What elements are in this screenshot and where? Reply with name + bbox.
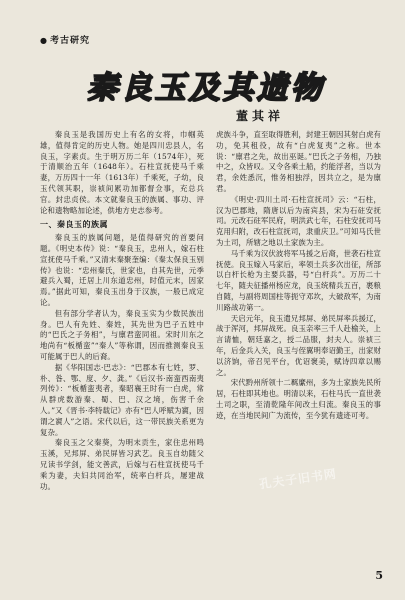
body-paragraph: 《明史·四川土司·石柱宣抚司》云：“石柱，汉为巴郡地，隋唐以后为南宾县，宋为石砫安抚司。元改石砫军民府，明洪武七年，石柱安抚司马克用归附，改石柱宣抚司，隶重庆卫。”可知马氏世为土司，所辖之地以土家族为主。 [216,194,381,247]
intro-paragraph: 秦良玉是我国历史上有名的女将，巾帼英雄，值得肯定的历史人物。她是四川忠县人，名良玉，字素贞。生于明万历二年（1574年），死于清顺治五年（1648年）。石柱宣抚使马千乘妻，万历四十一年（1613年）千乘死，子幼，良玉代领其职，崇祯间累功加都督佥事，充总兵官。封忠贞侯。本文就秦良玉的族属、事功、评论和遗物略加论述，供地方史志参考。 [40,130,204,215]
body-paragraph: 宋代黔州所领十二羁縻州，多为土家族先民所居，石柱即其地也。明清以来，石柱马氏一直世袭土司之职，至清乾隆年间改土归流。秦良玉的事迹，在当地民间广为流传，至今犹有遗迹可考。 [216,378,381,420]
section-tag [40,33,90,46]
article-title: 秦良玉及其遗物 [86,70,325,106]
body-paragraph: 但有部分学者认为，秦良玉实为少数民族出身。巴人有先姓、秦姓，其先世为巴子五姓中的“巴氏之子务相”，与廪君蛮同祖。宋时川东之地尚有“板楯蛮”“秦人”等称谓，因而推测秦良玉可能属于巴人的后裔。 [40,308,204,361]
body-paragraph: 秦良玉之父秦葵，为明末贡生，家住忠州鸣玉溪，兄邦屏、弟民屏皆习武艺。良玉自幼随父兄读书学剑，能文善武，后嫁与石柱宣抚使马千乘为妻，夫妇共同治军，统率白杆兵，屡建战功。 [40,438,204,491]
author-name: 董其祥 [236,109,285,123]
section-label: 考古研究 [49,36,90,46]
body-paragraph: 据《华阳国志·巴志》：“巴郡本有七姓，罗、朴、昝、鄂、度、夕、龚。”《后汉书·南蛮西南夷列传》：“板楯蛮夷者，秦昭襄王时有一白虎，常从群虎数游秦、蜀、巴、汉之境，伤害千余人。”又《晋书·李特载记》亦有“巴人呼赋为賨，因谓之賨人”之语。宋代以后，这一带民族关系更为复杂。 [40,362,204,437]
body-paragraph: 马千乘为汉伏波将军马援之后裔，世袭石柱宣抚使。良玉嫁入马家后，率领土兵多次出征，所部以白杆长枪为主要兵器，号“白杆兵”。万历二十七年，随夫征播州杨应龙，良玉统精兵五百，裹粮自随，与副将周国柱等扼守邓坎，大破敌军，为南川路战功第一。 [216,248,381,312]
left-column [40,130,204,492]
bullet-icon: ● [40,35,48,45]
body-paragraph: 秦良玉的族属问题，是值得研究的首要问题。《明史本传》说：“秦良玉，忠州人，嫁石柱宣抚使马千乘。”又清末秦聚奎编：《秦太保良玉别传》也说：“忠州秦氏，世家也，自其先世，元季避兵入蜀，迁居上川东道忠州，时值元末，因家焉。”据此可知，秦良玉出身于汉族，一般已成定论。 [40,233,204,307]
body-paragraph: 虎族斗争，直至取得胜利，封建王朝因其射白虎有功，免其租役，故有“白虎复夷”之称。世本说：“廪君之先，故出巫诞。”巴氏之子务相，乃独中之，众皆叹。又令各乘土船，约能浮者，当以为君，余姓悉沉，惟务相独浮，因共立之，是为廪君。 [216,130,381,193]
page-number: 5 [375,569,383,582]
section-heading: 一、秦良玉的族属 [40,219,108,230]
watermark: 孔夫子旧书网 [258,466,338,492]
body-paragraph: 天启元年，良玉遣兄邦屏、弟民屏率兵援辽，战于浑河，邦屏战死。良玉亲率三千人赴榆关，上言请恤，朝廷嘉之，授二品服，封夫人。崇祯三年，后金兵入关，良玉与侄翼明奉诏勤王，出家财以济饷，帝召见平台，优诏褒美，赋诗四章以赐之。 [216,313,381,377]
right-column [216,130,381,422]
